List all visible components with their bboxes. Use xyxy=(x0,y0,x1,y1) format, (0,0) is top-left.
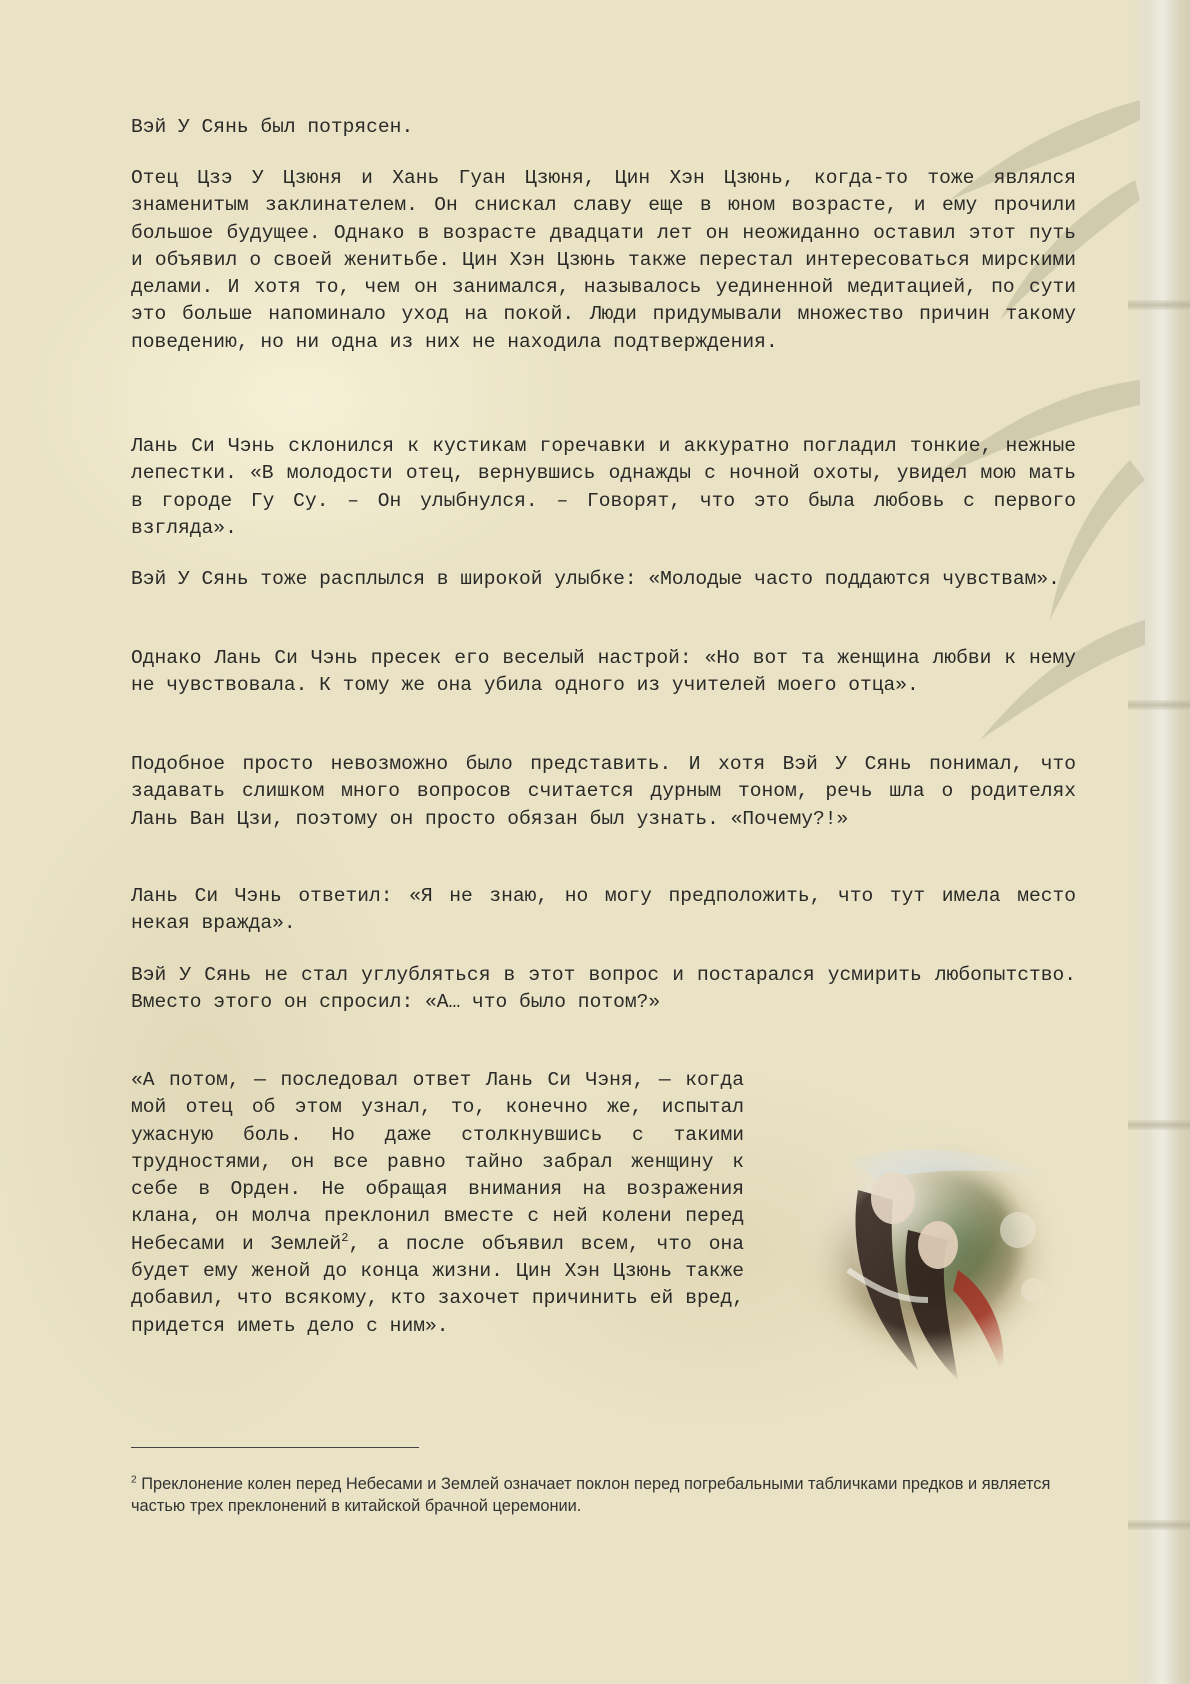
bamboo-node-decoration xyxy=(1128,1120,1190,1130)
footnote-text: Преклонение колен перед Небесами и Землей означает поклон перед погребальными табличками предков и является частью трех преклонений в китайской брачной церемонии. xyxy=(131,1475,1051,1515)
footnote-mark: 2 xyxy=(131,1474,137,1486)
paragraph-1: Вэй У Сянь был потрясен. xyxy=(131,116,414,138)
paragraph-3: Лань Си Чэнь склонился к кустикам горечавки и аккуратно погладил тонкие, нежные лепестки. «В молодости отец, вернувшись однажды с ночной охоты, увидел мою мать в городе Гу Су. – Он улыбнулся. – Говорят, что это была любовь с первого взгляда». xyxy=(131,435,1076,539)
footnote-reference[interactable]: 2 xyxy=(341,1230,349,1245)
footnote xyxy=(131,1473,1081,1517)
paragraph-5: Однако Лань Си Чэнь пресек его веселый настрой: «Но вот та женщина любви к нему не чувствовала. К тому же она убила одного из учителей моего отца». xyxy=(131,647,1076,697)
bamboo-node-decoration xyxy=(1128,1520,1190,1530)
paragraph-9-part-1: «А потом, — последовал ответ Лань Си Чэня, — когда мой отец об этом узнал, то, конечно же, испытал ужасную боль. Но даже столкнувшись с такими трудностями, он все равно тайно забрал женщину к себе в Орден. Не обращая внимания на возражения клана, он молча преклонил вместе с ней колени перед Небесами и Землей xyxy=(131,1069,744,1255)
paragraph-8: Вэй У Сянь не стал углубляться в этот вопрос и постарался усмирить любопытство. Вместо этого он спросил: «А… что было потом?» xyxy=(131,964,1076,1014)
paragraph-6: Подобное просто невозможно было представить. И хотя Вэй У Сянь понимал, что задавать слишком много вопросов считается дурным тоном, речь шла о родителях Лань Ван Цзи, поэтому он просто обязан был узнать. «Почему?!» xyxy=(131,753,1076,830)
paragraph-9-part-2: , а после объявил всем, что она будет ему женой до конца жизни. Цин Хэн Цзюнь также добавил, что всякому, кто захочет причинить ей вред, придется иметь дело с ним». xyxy=(131,1232,744,1337)
anime-couple-illustration xyxy=(788,1120,1073,1385)
paragraph-4: Вэй У Сянь тоже расплылся в широкой улыбке: «Молодые часто поддаются чувствам». xyxy=(131,568,1060,590)
paragraph-7: Лань Си Чэнь ответил: «Я не знаю, но могу предположить, что тут имела место некая вражда». xyxy=(131,885,1076,935)
paragraph-2: Отец Цзэ У Цзюня и Хань Гуан Цзюня, Цин Хэн Цзюнь, когда-то тоже являлся знаменитым заклинателем. Он снискал славу еще в юном возрасте, и ему прочили большое будущее. Однако в возрасте двадцати лет он неожиданно оставил этот путь и объявил о своей женитьбе. Цин Хэн Цзюнь также перестал интересоваться мирскими делами. И хотя то, чем он занимался, называлось уединенной медитацией, по сути это больше напоминало уход на покой. Люди придумывали множество причин такому поведению, но ни одна из них не находила подтверждения. xyxy=(131,167,1076,353)
footnote-separator xyxy=(131,1447,419,1448)
illustrated-paragraph-block xyxy=(131,1067,1076,1397)
